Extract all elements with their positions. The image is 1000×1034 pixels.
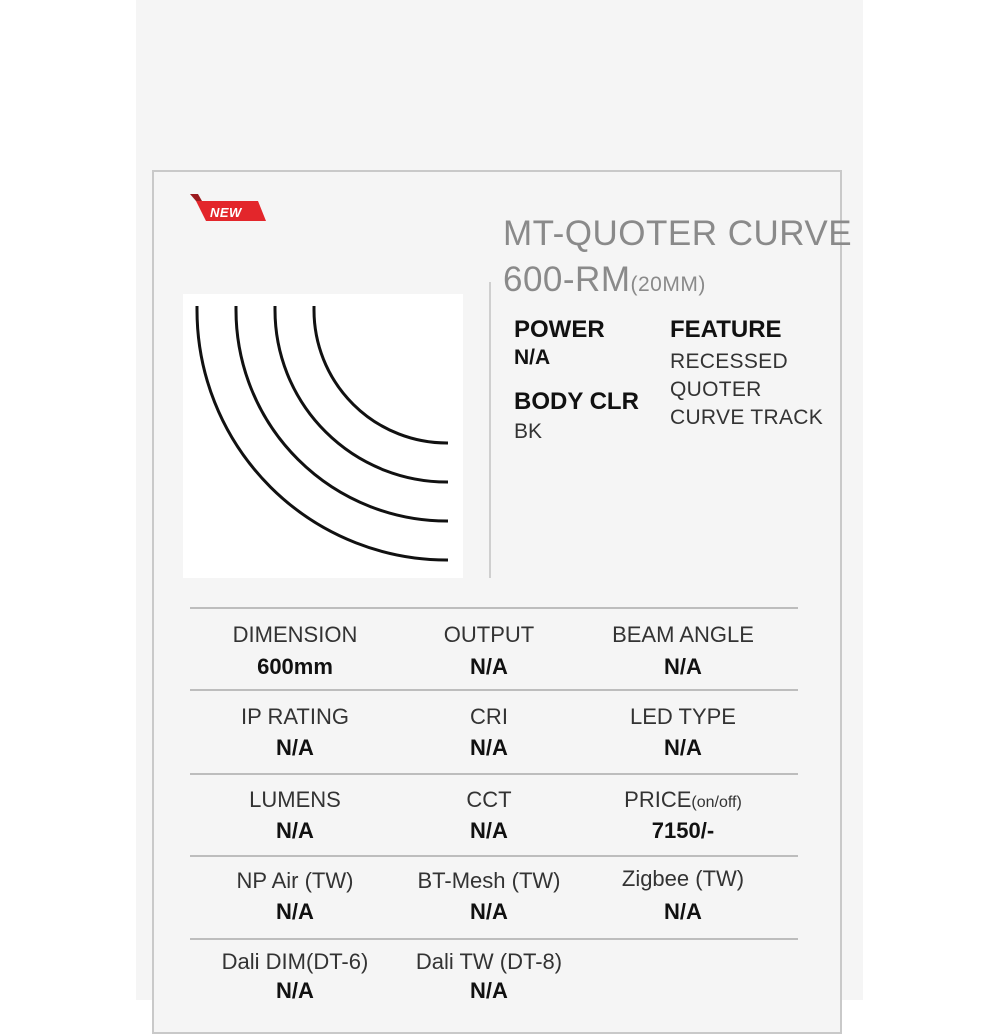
cri-label: CRI [470,704,508,729]
power-label: POWER [514,316,605,343]
price-label-suffix: (on/off) [691,794,742,811]
cct-value: N/A [470,818,508,843]
product-size: (20MM) [630,273,706,296]
row-divider [190,938,798,940]
bt-mesh-label: BT-Mesh (TW) [417,868,561,893]
price-label [583,787,783,813]
price-value: 7150/- [651,818,715,843]
feature-line: CURVE TRACK [670,406,824,429]
product-title: MT-QUOTER CURVE [503,214,853,253]
power-value: N/A [514,346,551,369]
np-air-value: N/A [276,899,314,924]
dimension-value: 600mm [257,654,333,679]
zigbee-value: N/A [664,899,702,924]
np-air-label: NP Air (TW) [236,868,354,893]
product-model: 600-RM [503,260,631,299]
curve-track-icon [183,294,463,578]
new-badge-label: NEW [210,205,242,220]
body-clr-label: BODY CLR [514,388,639,415]
ip-rating-value: N/A [276,735,314,760]
body-clr-value: BK [514,420,543,443]
dimension-label: DIMENSION [232,622,358,647]
ip-rating-label: IP RATING [241,704,349,729]
product-image [183,294,463,578]
lumens-value: N/A [276,818,314,843]
lumens-label: LUMENS [249,787,341,812]
output-value: N/A [470,654,508,679]
output-label: OUTPUT [443,622,535,647]
zigbee-label: Zigbee (TW) [621,866,745,891]
dali-dim-value: N/A [276,978,314,1003]
dali-dim-label: Dali DIM(DT-6) [221,949,369,974]
product-subtitle [503,260,706,300]
row-divider [190,689,798,691]
feature-line: RECESSED [670,350,788,373]
beam-angle-label: BEAM ANGLE [612,622,754,647]
feature-line: QUOTER [670,378,762,401]
feature-label: FEATURE [670,316,782,343]
row-divider [190,773,798,775]
vertical-divider [489,282,491,578]
cri-value: N/A [470,735,508,760]
bt-mesh-value: N/A [470,899,508,924]
price-label-text: PRICE [624,787,692,812]
row-divider [190,607,798,609]
led-type-label: LED TYPE [630,704,736,729]
led-type-value: N/A [664,735,702,760]
beam-angle-value: N/A [664,654,702,679]
cct-label: CCT [466,787,512,812]
dali-tw-label: Dali TW (DT-8) [415,949,563,974]
row-divider [190,855,798,857]
dali-tw-value: N/A [470,978,508,1003]
